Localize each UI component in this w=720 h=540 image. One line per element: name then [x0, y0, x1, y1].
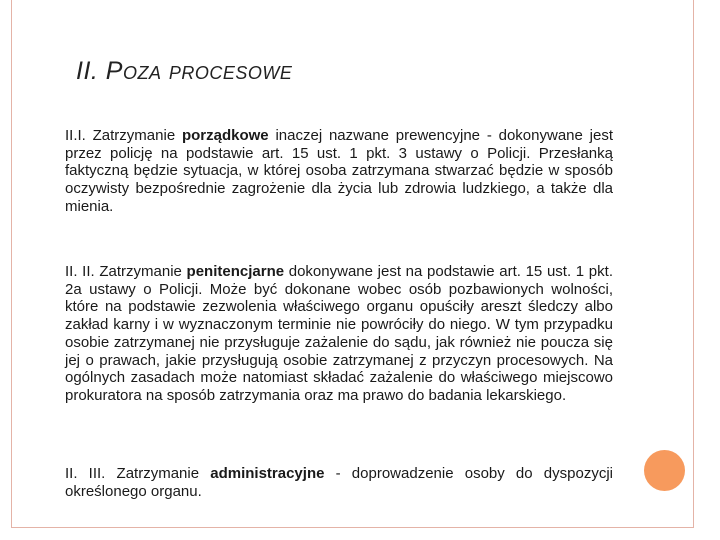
- paragraph-prefix: II. II. Zatrzymanie: [65, 263, 187, 280]
- paragraph-keyword: porządkowe: [181, 127, 269, 144]
- paragraph-prefix: II. III. Zatrzymanie: [65, 465, 211, 482]
- paragraph-keyword: penitencjarne: [186, 263, 285, 280]
- paragraph-body: dokonywane jest na podstawie art. 15 ust. 1 pkt. 2a ustawy o Policji. Może być dokonane wobec osób pozbawionych wolności, które na podstawie zezwolenia właściwego organu opuściły areszt śledczy albo zakład karny i w wyznaczonym terminie nie powróciły do niego. W tym przypadku osobie zatrzymanej nie przysługuje zażalenie do sądu, jak również nie poucza się jej o prawach, jakie przysługują osobie zatrzymanej z przyczyn procesowych. Na ogólnych zasadach może natomiast składać zażalenie do właściwego miejscowo prokuratora na sposób zatrzymania oraz ma prawo do badania lekarskiego.: [65, 263, 613, 404]
- paragraph-penitencjarne: [65, 263, 613, 405]
- paragraph-porzadkowe: [65, 127, 613, 216]
- paragraph-keyword: administracyjne: [210, 465, 325, 482]
- paragraph-body: - doprowadzenie osoby do dyspozycji określonego organu.: [65, 465, 613, 500]
- paragraph-prefix: II.I. Zatrzymanie: [65, 127, 182, 144]
- paragraph-body: inaczej nazwane prewencyjne - dokonywane jest przez policję na podstawie art. 15 ust. 1 pkt. 3 ustawy o Policji. Przesłanką faktyczną będzie sytuacja, w której osoba zatrzymana stwarzać będzie w sposób oczywisty bezpośrednie zagrożenie dla życia lub zdrowia ludzkiego, a także dla mienia.: [65, 127, 613, 215]
- slide-title: II. Poza procesowe: [76, 57, 293, 85]
- paragraph-administracyjne: [65, 465, 613, 500]
- decorative-orange-circle: [644, 450, 685, 491]
